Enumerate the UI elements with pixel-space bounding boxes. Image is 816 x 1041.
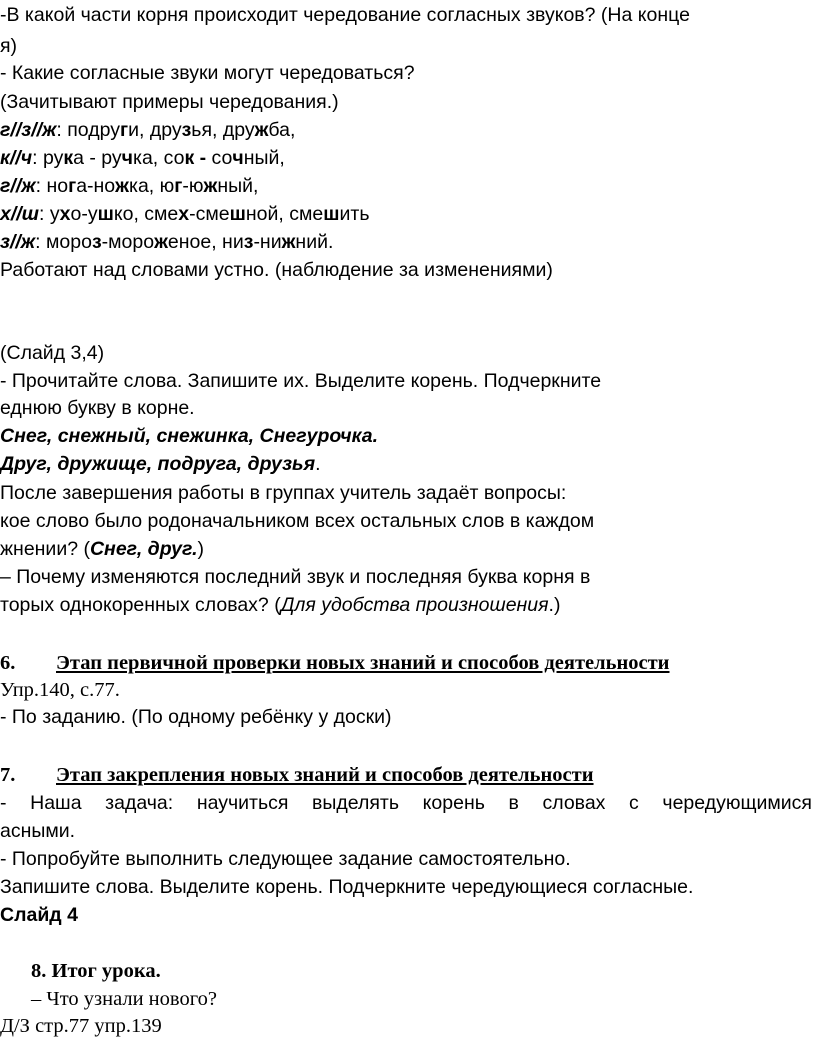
teacher-question: – Почему изменяются последний звук и последняя буква корня в (0, 566, 591, 588)
section-6-heading: 6. Этап первичной проверки новых знаний и способов деятельности (0, 652, 670, 674)
example-line: х//ш: ухо-ушко, смех-смешной, смешить (0, 203, 370, 225)
oral-work-note: Работают над словами устно. (наблюдение за изменениями) (0, 259, 553, 281)
homework: Д/З стр.77 упр.139 (0, 1015, 162, 1037)
example-line: к//ч: рука - ручка, сок - сочный, (0, 147, 285, 169)
example-line: г//з//ж: подруги, друзья, дружба, (0, 119, 296, 141)
teacher-question-cont: жнении? (Снег, друг.) (0, 538, 205, 560)
example-line: г//ж: нога-ножка, юг-южный, (0, 175, 259, 197)
task-goal-cont: асными. (0, 820, 76, 842)
question-alternation-position-cont: я) (0, 35, 18, 57)
reading-examples-note: (Зачитывают примеры чередования.) (0, 91, 339, 113)
slide-reference: Слайд 4 (0, 904, 78, 926)
exercise-note: - По заданию. (По одному ребёнку у доски) (0, 706, 392, 728)
task-goal-line: - Наша задача: научиться выделять корень в словах с чередующимися (0, 792, 812, 814)
example-line: з//ж: мороз-мороженое, низ-нижний. (0, 231, 334, 253)
exercise-reference: Упр.140, с.77. (0, 679, 120, 701)
summary-question: – Что узнали нового? (31, 988, 217, 1010)
word-group-friend: Друг, дружище, подруга, друзья. (0, 453, 321, 475)
question-consonants: - Какие согласные звуки могут чередоваться? (0, 62, 415, 84)
teacher-question: кое слово было родоначальником всех остальных слов в каждом (0, 510, 595, 532)
section-7-heading: 7. Этап закрепления новых знаний и способов деятельности (0, 764, 594, 786)
task-instruction-cont: еднюю букву в корне. (0, 397, 195, 419)
task-instruction: - Прочитайте слова. Запишите их. Выделите корень. Подчеркните (0, 370, 602, 392)
question-alternation-position: -В какой части корня происходит чередование согласных звуков? (На конце (0, 4, 690, 26)
teacher-question-cont: торых однокоренных словах? (Для удобства произношения.) (0, 594, 561, 616)
self-work-instruction: - Попробуйте выполнить следующее задание самостоятельно. (0, 848, 571, 870)
word-group-snow: Снег, снежный, снежинка, Снегурочка. (0, 425, 379, 447)
teacher-questions-intro: После завершения работы в группах учитель задаёт вопросы: (0, 482, 567, 504)
self-work-task: Запишите слова. Выделите корень. Подчеркните чередующиеся согласные. (0, 876, 694, 898)
slide-reference: (Слайд 3,4) (0, 342, 105, 364)
section-8-heading: 8. Итог урока. (31, 960, 161, 982)
